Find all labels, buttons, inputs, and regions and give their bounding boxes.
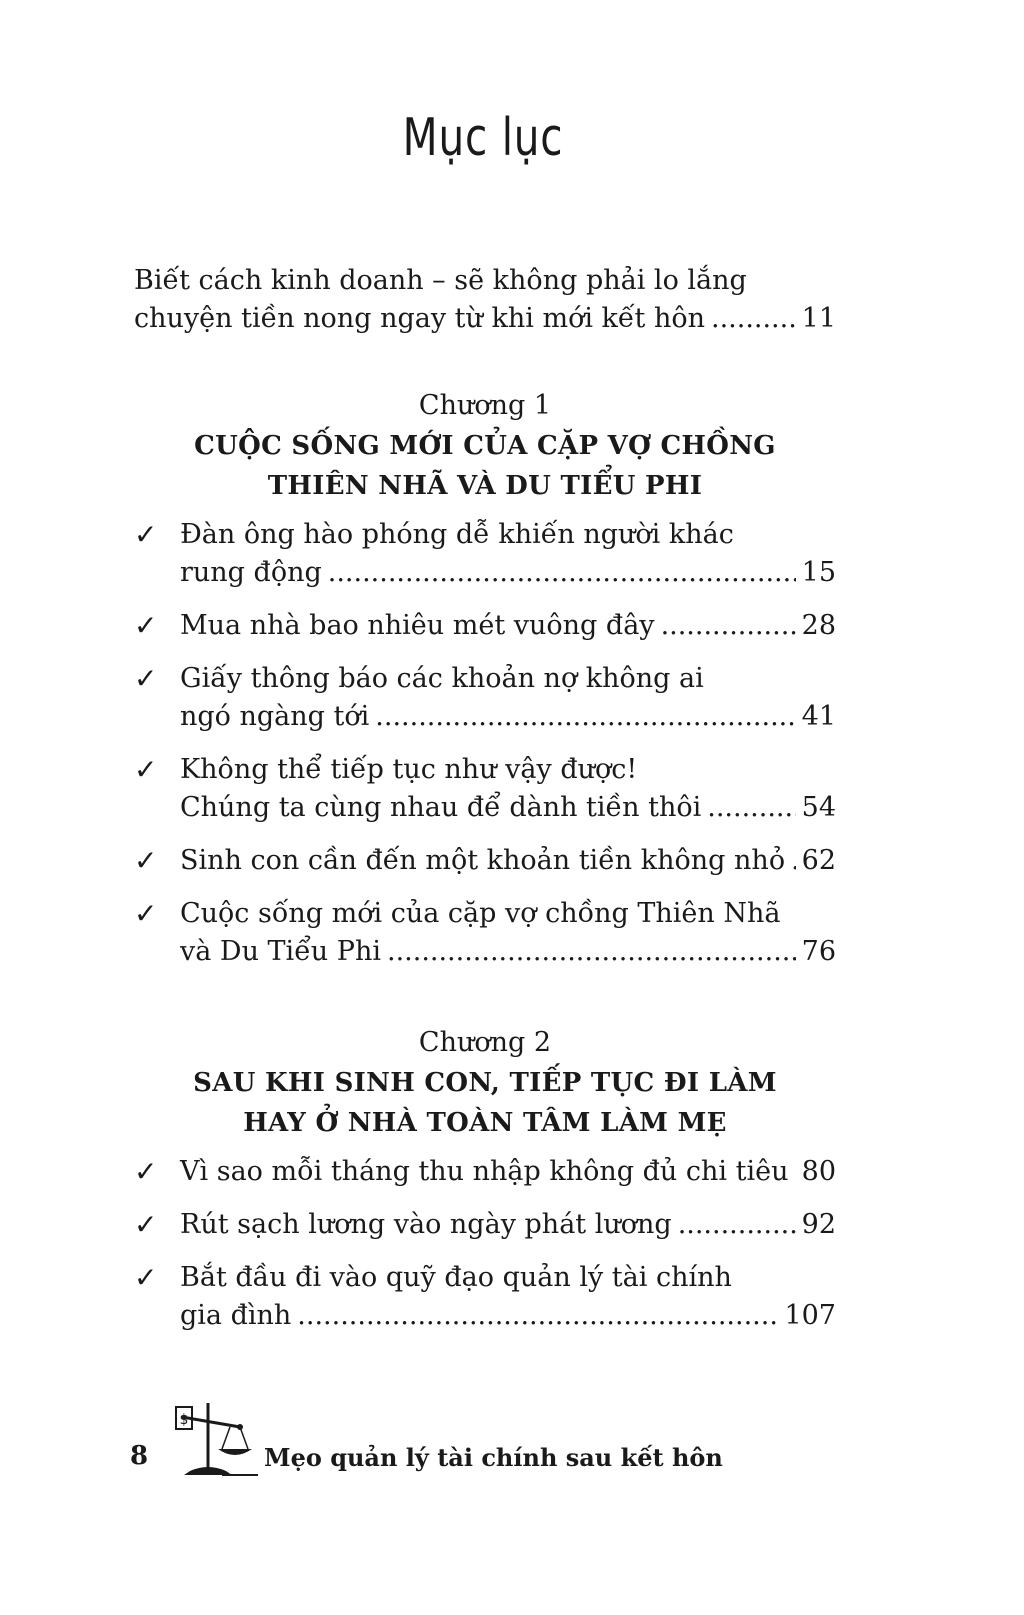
entry-line-2: [180, 789, 836, 827]
entry-line: [180, 607, 836, 645]
entry-line-1: Cuộc sống mới của cặp vợ chồng Thiên Nhã: [180, 898, 781, 929]
chapter-heading: [134, 386, 836, 506]
page-ref: 54: [801, 792, 836, 823]
check-icon: ✓: [134, 1261, 158, 1294]
entry-line-2: [180, 933, 836, 971]
dot-leader: [795, 1153, 796, 1191]
page-ref: 28: [801, 610, 836, 641]
dot-leader: [791, 842, 796, 880]
toc-entry[interactable]: [134, 842, 836, 880]
entry-text: ngó ngàng tới: [180, 701, 370, 732]
entry-line-1: Không thể tiếp tục như vậy được!: [180, 754, 638, 785]
entry-text: Chúng ta cùng nhau để dành tiền thôi: [180, 792, 702, 823]
scale-dollar-icon: [172, 1397, 262, 1487]
entry-line: [180, 1153, 836, 1191]
page-ref: 15: [801, 557, 836, 588]
chapter-title-line-1: CUỘC SỐNG MỚI CỦA CẶP VỢ CHỒNG: [194, 431, 776, 461]
dot-leader: [661, 607, 796, 645]
entry-line-1: Bắt đầu đi vào quỹ đạo quản lý tài chính: [180, 1262, 732, 1293]
chapter-entries: [134, 1153, 836, 1335]
page-ref: 76: [801, 936, 836, 967]
toc-entry[interactable]: [134, 751, 836, 827]
chapter-heading: [134, 1023, 836, 1143]
toc-entry[interactable]: [134, 1153, 836, 1191]
entry-text: rung động: [180, 557, 322, 588]
dot-leader: [328, 554, 796, 592]
page-ref: 107: [784, 1300, 836, 1331]
entry-text: và Du Tiểu Phi: [180, 936, 381, 967]
intro-entry[interactable]: [134, 262, 836, 338]
dot-leader: [711, 300, 796, 338]
page-ref: 92: [801, 1209, 836, 1240]
dot-leader: [375, 698, 795, 736]
entry-text: gia đình: [180, 1300, 292, 1331]
entry-text: Rút sạch lương vào ngày phát lương: [180, 1209, 672, 1240]
chapter-title-line-2: HAY Ở NHÀ TOÀN TÂM LÀM MẸ: [243, 1108, 727, 1138]
dot-leader: [297, 1297, 778, 1335]
entry-text: Mua nhà bao nhiêu mét vuông đây: [180, 610, 655, 641]
toc-entry[interactable]: [134, 607, 836, 645]
toc-entry[interactable]: [134, 1259, 836, 1335]
check-icon: ✓: [134, 897, 158, 930]
toc-entry[interactable]: [134, 895, 836, 971]
check-icon: ✓: [134, 662, 158, 695]
book-title: Mẹo quản lý tài chính sau kết hôn: [264, 1443, 723, 1472]
intro-text: chuyện tiền nong ngay từ khi mới kết hôn: [134, 303, 705, 334]
dot-leader: [678, 1206, 796, 1244]
chapter-number: Chương 2: [418, 1027, 552, 1058]
dot-leader: [707, 789, 795, 827]
intro-line-2: [134, 300, 836, 338]
entry-text: Vì sao mỗi tháng thu nhập không đủ chi tiêu: [180, 1156, 789, 1187]
entry-line-1: Giấy thông báo các khoản nợ không ai: [180, 663, 704, 694]
check-icon: ✓: [134, 753, 158, 786]
entry-line-2: [180, 1297, 836, 1335]
entry-line-2: [180, 554, 836, 592]
toc-entry[interactable]: [134, 516, 836, 592]
check-icon: ✓: [134, 844, 158, 877]
check-icon: ✓: [134, 609, 158, 642]
page-ref: 11: [801, 303, 836, 334]
entry-line-1: Đàn ông hào phóng dễ khiến người khác: [180, 519, 734, 550]
check-icon: ✓: [134, 1208, 158, 1241]
entry-line-2: [180, 698, 836, 736]
toc-entry[interactable]: [134, 660, 836, 736]
chapter-number: Chương 1: [418, 390, 552, 421]
page-number: 8: [130, 1441, 149, 1471]
chapter-entries: [134, 516, 836, 971]
entry-line: [180, 1206, 836, 1244]
chapter-title-line-2: THIÊN NHÃ VÀ DU TIỂU PHI: [267, 471, 703, 501]
page-title: Mục lục: [402, 108, 564, 168]
intro-line-1: Biết cách kinh doanh – sẽ không phải lo lắng: [134, 265, 747, 296]
chapter-2: [134, 1023, 836, 1350]
page-ref: 41: [801, 701, 836, 732]
entry-text: Sinh con cần đến một khoản tiền không nhỏ: [180, 845, 786, 876]
chapter-title-line-1: SAU KHI SINH CON, TIẾP TỤC ĐI LÀM: [193, 1068, 777, 1098]
page-footer: [130, 1412, 890, 1495]
chapter-1: [134, 386, 836, 986]
check-icon: ✓: [134, 1155, 158, 1188]
svg-text:$: $: [179, 1412, 189, 1428]
check-icon: ✓: [134, 518, 158, 551]
page-ref: 80: [801, 1156, 836, 1187]
entry-line: [180, 842, 836, 880]
dot-leader: [387, 933, 796, 971]
toc-entry[interactable]: [134, 1206, 836, 1244]
page-ref: 62: [801, 845, 836, 876]
